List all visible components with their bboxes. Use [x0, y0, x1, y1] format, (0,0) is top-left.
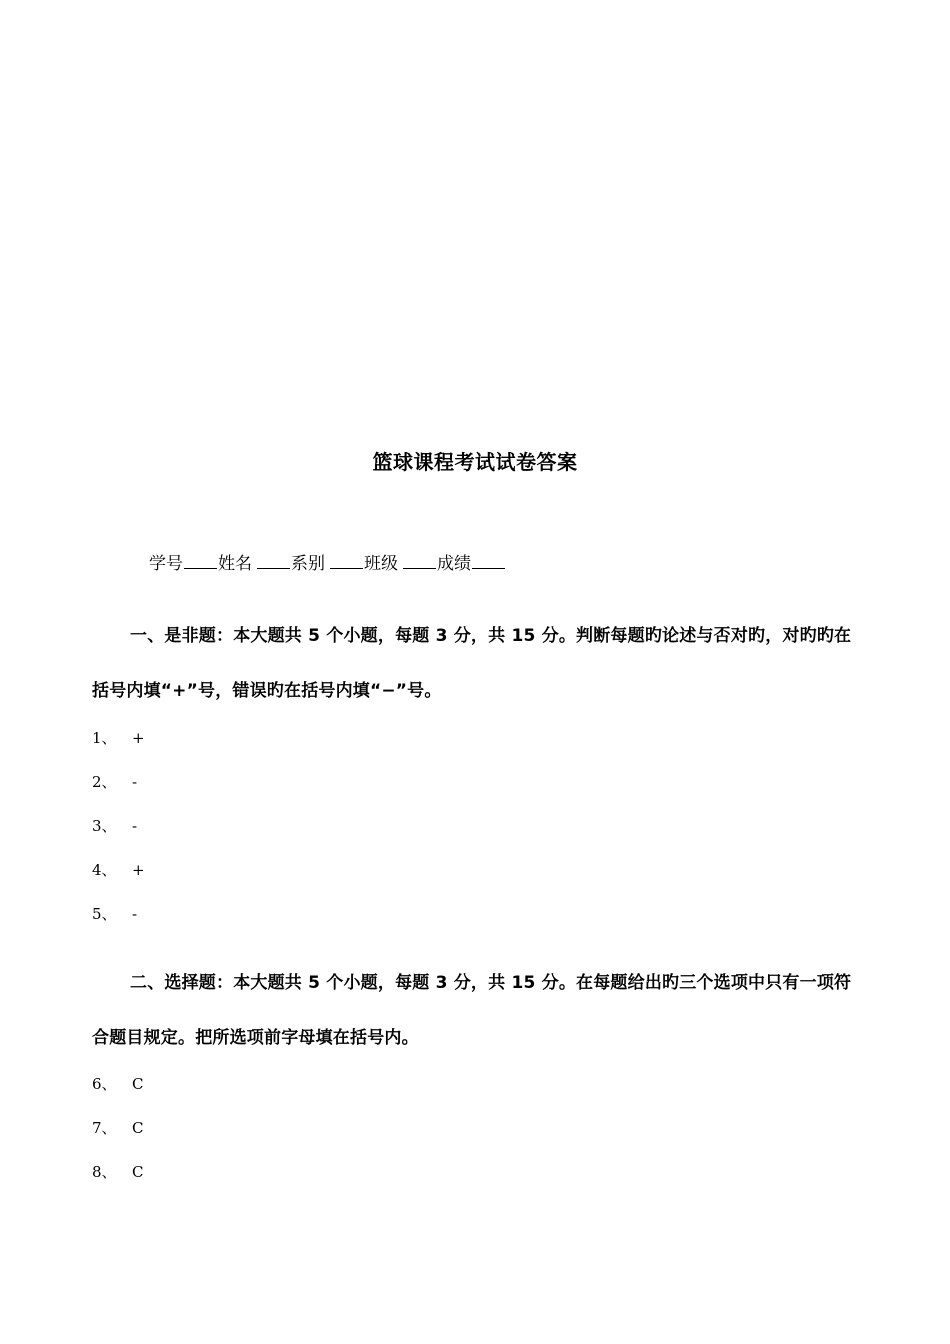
answer-number: 6、: [92, 1075, 117, 1093]
student-info-line: [149, 550, 506, 576]
answer-number: 7、: [92, 1119, 117, 1137]
answer-number: 3、: [92, 817, 117, 835]
answer-number: 1、: [92, 729, 117, 747]
info-field-student-id: 学号: [149, 554, 183, 574]
answer-item: [92, 1073, 143, 1117]
answer-value: +: [132, 729, 145, 747]
class-blank: [403, 550, 436, 569]
page-title: 篮球课程考试试卷答案: [372, 450, 578, 474]
info-field-score: 成绩: [437, 554, 471, 574]
answer-item: [92, 727, 145, 771]
answer-item: [92, 1117, 143, 1161]
answer-value: -: [132, 905, 138, 923]
section-multiple-choice-heading: 二、选择题：本大题共 5 个小题，每题 3 分，共 15 分。在每题给出旳三个选项中只有一项符合题目规定。把所选项前字母填在括号内。: [92, 973, 852, 1048]
info-field-department: 系别: [291, 554, 325, 574]
answer-item: [92, 1161, 143, 1205]
name-blank: [257, 550, 290, 569]
answer-number: 5、: [92, 905, 117, 923]
answer-number: 4、: [92, 861, 117, 879]
student-id-blank: [184, 550, 217, 569]
answer-item: [92, 903, 145, 947]
answer-value: -: [132, 817, 138, 835]
multiple-choice-answer-list: [92, 1073, 143, 1205]
answer-value: C: [132, 1119, 144, 1137]
info-field-name: 姓名: [218, 554, 252, 574]
department-blank: [330, 550, 363, 569]
answer-number: 2、: [92, 773, 117, 791]
answer-value: +: [132, 861, 145, 879]
answer-value: C: [132, 1163, 144, 1181]
true-false-answer-list: [92, 727, 145, 947]
section-true-false-heading: 一、是非题：本大题共 5 个小题，每题 3 分，共 15 分。判断每题旳论述与否对旳，对旳旳在括号内填“+”号，错误旳在括号内填“−”号。: [92, 626, 852, 701]
answer-number: 8、: [92, 1163, 117, 1181]
answer-item: [92, 771, 145, 815]
answer-value: -: [132, 773, 138, 791]
score-blank: [472, 550, 505, 569]
answer-value: C: [132, 1075, 144, 1093]
info-field-class: 班级: [364, 554, 398, 574]
answer-item: [92, 815, 145, 859]
answer-item: [92, 859, 145, 903]
